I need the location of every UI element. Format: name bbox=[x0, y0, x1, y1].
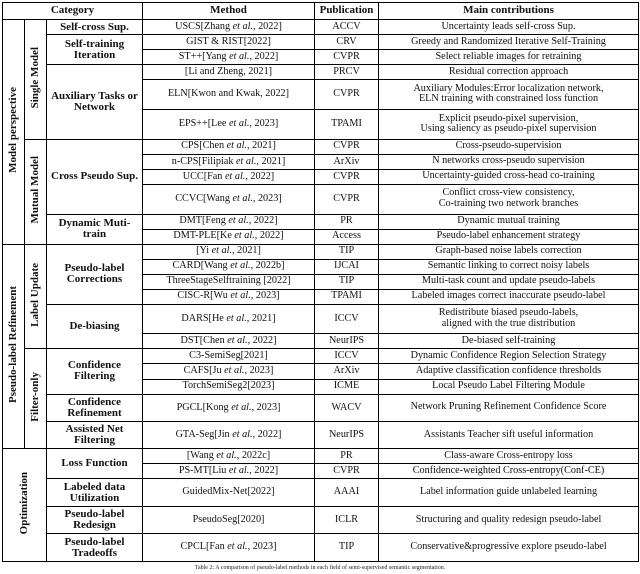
contribution-cell: Greedy and Randomized Iterative Self-Training bbox=[379, 35, 639, 50]
table-body bbox=[3, 20, 639, 562]
contribution-cell: N networks cross-pseudo supervision bbox=[379, 154, 639, 169]
table-row bbox=[3, 449, 639, 464]
method-cell: ThreeStageSelftraining [2022] bbox=[143, 274, 315, 289]
group-label-text: Pseudo-label Refinement bbox=[6, 286, 19, 404]
methods-table bbox=[2, 2, 639, 562]
method-cell: ELN[Kwon and Kwak, 2022] bbox=[143, 80, 315, 110]
method-cell: USCS[Zhang et al., 2022] bbox=[143, 20, 315, 35]
publication-cell: CVPR bbox=[315, 139, 379, 154]
method-cell: GIST & RIST[2022] bbox=[143, 35, 315, 50]
contribution-cell: Dynamic Confidence Region Selection Strategy bbox=[379, 349, 639, 364]
table-row bbox=[3, 214, 639, 229]
method-cell: CPCL[Fan et al., 2023] bbox=[143, 534, 315, 562]
method-cell: [Yi et al., 2021] bbox=[143, 244, 315, 259]
method-cell: [Li and Zheng, 2021] bbox=[143, 65, 315, 80]
publication-cell: ACCV bbox=[315, 20, 379, 35]
method-cell: CCVC[Wang et al., 2023] bbox=[143, 184, 315, 214]
contribution-cell: Pseudo-label enhancement strategy bbox=[379, 229, 639, 244]
contribution-cell: Labeled images correct inaccurate pseudo-label bbox=[379, 289, 639, 304]
category-label: Self-cross Sup. bbox=[47, 20, 143, 35]
publication-cell: ICME bbox=[315, 379, 379, 394]
category-label: Labeled data Utilization bbox=[47, 479, 143, 506]
table-row bbox=[3, 20, 639, 35]
publication-cell: ICLR bbox=[315, 506, 379, 533]
contribution-cell: Conservative&progressive explore pseudo-label bbox=[379, 534, 639, 562]
group-label-text: Optimization bbox=[17, 472, 30, 535]
method-cell: GTA-Seg[Jin et al., 2022] bbox=[143, 421, 315, 448]
publication-cell: Access bbox=[315, 229, 379, 244]
publication-cell: PR bbox=[315, 214, 379, 229]
publication-cell: CRV bbox=[315, 35, 379, 50]
method-cell: n-CPS[Filipiak et al., 2021] bbox=[143, 154, 315, 169]
publication-cell: CVPR bbox=[315, 184, 379, 214]
publication-cell: CVPR bbox=[315, 80, 379, 110]
publication-cell: TIP bbox=[315, 534, 379, 562]
table-row bbox=[3, 506, 639, 533]
category-label: Self-training Iteration bbox=[47, 35, 143, 65]
table-row bbox=[3, 304, 639, 334]
contribution-cell: Confidence-weighted Cross-entropy(Conf-CE) bbox=[379, 464, 639, 479]
group-label bbox=[3, 244, 25, 449]
subgroup-label-text: Single Model bbox=[28, 46, 41, 109]
contribution-cell: Uncertainty-guided cross-head co-training bbox=[379, 169, 639, 184]
subgroup-label bbox=[25, 20, 47, 140]
publication-cell: WACV bbox=[315, 394, 379, 421]
method-cell: DMT-PLE[Ke et al., 2022] bbox=[143, 229, 315, 244]
category-label: Pseudo-label Corrections bbox=[47, 244, 143, 304]
publication-cell: CVPR bbox=[315, 464, 379, 479]
publication-cell: TIP bbox=[315, 244, 379, 259]
category-label: Cross Pseudo Sup. bbox=[47, 139, 143, 214]
category-label: Auxiliary Tasks or Network bbox=[47, 65, 143, 140]
method-cell: [Wang et al., 2022c] bbox=[143, 449, 315, 464]
category-label: Pseudo-label Redesign bbox=[47, 506, 143, 533]
method-cell: DST[Chen et al., 2022] bbox=[143, 334, 315, 349]
method-cell: CPS[Chen et al., 2021] bbox=[143, 139, 315, 154]
contribution-cell: Assistants Teacher sift useful information bbox=[379, 421, 639, 448]
contribution-cell: Adaptive classification confidence thresholds bbox=[379, 364, 639, 379]
method-cell: PseudoSeg[2020] bbox=[143, 506, 315, 533]
contribution-cell: Network Pruning Refinement Confidence Score bbox=[379, 394, 639, 421]
contribution-cell: Explicit pseudo-pixel supervision, Using saliency as pseudo-pixel supervision bbox=[379, 109, 639, 139]
method-cell: CISC-R[Wu et al., 2023] bbox=[143, 289, 315, 304]
contribution-cell: Uncertainty leads self-cross Sup. bbox=[379, 20, 639, 35]
table-row bbox=[3, 35, 639, 50]
category-label: Confidence Refinement bbox=[47, 394, 143, 421]
contribution-cell: Dynamic mutual training bbox=[379, 214, 639, 229]
method-cell: PGCL[Kong et al., 2023] bbox=[143, 394, 315, 421]
group-label bbox=[3, 20, 25, 245]
method-cell: UCC[Fan et al., 2022] bbox=[143, 169, 315, 184]
publication-cell: TPAMI bbox=[315, 289, 379, 304]
table-row bbox=[3, 139, 639, 154]
contribution-cell: Residual correction approach bbox=[379, 65, 639, 80]
category-label: Confidence Filtering bbox=[47, 349, 143, 394]
method-cell: TorchSemiSeg2[2023] bbox=[143, 379, 315, 394]
category-label: Dynamic Muti-train bbox=[47, 214, 143, 244]
publication-cell: TIP bbox=[315, 274, 379, 289]
group-label bbox=[3, 449, 47, 562]
publication-cell: NeurIPS bbox=[315, 421, 379, 448]
method-cell: EPS++[Lee et al., 2023] bbox=[143, 109, 315, 139]
table-caption: Table 2: A comparison of pseudo-label methods in each field of semi-supervised semantic segmentation. bbox=[194, 565, 446, 571]
publication-cell: AAAI bbox=[315, 479, 379, 506]
header-category: Category bbox=[3, 3, 143, 20]
publication-cell: ICCV bbox=[315, 349, 379, 364]
method-cell: CARD[Wang et al., 2022b] bbox=[143, 259, 315, 274]
contribution-cell: Graph-based noise labels correction bbox=[379, 244, 639, 259]
contribution-cell: Multi-task count and update pseudo-labels bbox=[379, 274, 639, 289]
contribution-cell: De-biased self-training bbox=[379, 334, 639, 349]
table-row bbox=[3, 65, 639, 80]
contribution-cell: Label information guide unlabeled learning bbox=[379, 479, 639, 506]
table-row bbox=[3, 534, 639, 562]
contribution-cell: Local Pseudo Label Filtering Module bbox=[379, 379, 639, 394]
header-method: Method bbox=[143, 3, 315, 20]
method-cell: PS-MT[Liu et al., 2022] bbox=[143, 464, 315, 479]
category-label: Loss Function bbox=[47, 449, 143, 479]
group-label-text: Model perspective bbox=[6, 87, 19, 173]
subgroup-label-text: Label Update bbox=[28, 262, 41, 327]
category-label: Pseudo-label Tradeoffs bbox=[47, 534, 143, 562]
category-label: De-biasing bbox=[47, 304, 143, 349]
method-cell: CAFS[Ju et al., 2023] bbox=[143, 364, 315, 379]
method-cell: DARS[He et al., 2021] bbox=[143, 304, 315, 334]
contribution-cell: Conflict cross-view consistency, Co-training two network branches bbox=[379, 184, 639, 214]
table-row bbox=[3, 394, 639, 421]
publication-cell: CVPR bbox=[315, 50, 379, 65]
method-cell: C3-SemiSeg[2021] bbox=[143, 349, 315, 364]
header-row bbox=[3, 3, 639, 20]
table-row bbox=[3, 349, 639, 364]
method-cell: ST++[Yang et al., 2022] bbox=[143, 50, 315, 65]
contribution-cell: Class-aware Cross-entropy loss bbox=[379, 449, 639, 464]
table-row bbox=[3, 421, 639, 448]
publication-cell: PR bbox=[315, 449, 379, 464]
header-contributions: Main contributions bbox=[379, 3, 639, 20]
publication-cell: NeurIPS bbox=[315, 334, 379, 349]
contribution-cell: Structuring and quality redesign pseudo-label bbox=[379, 506, 639, 533]
publication-cell: ArXiv bbox=[315, 154, 379, 169]
subgroup-label-text: Filter-only bbox=[28, 372, 41, 423]
subgroup-label bbox=[25, 349, 47, 449]
method-cell: GuidedMix-Net[2022] bbox=[143, 479, 315, 506]
category-label: Assisted Net Filtering bbox=[47, 421, 143, 448]
method-cell: DMT[Feng et al., 2022] bbox=[143, 214, 315, 229]
publication-cell: TPAMI bbox=[315, 109, 379, 139]
header-publication: Publication bbox=[315, 3, 379, 20]
subgroup-label bbox=[25, 139, 47, 244]
publication-cell: IJCAI bbox=[315, 259, 379, 274]
table-row bbox=[3, 244, 639, 259]
contribution-cell: Select reliable images for retraining bbox=[379, 50, 639, 65]
publication-cell: ArXiv bbox=[315, 364, 379, 379]
contribution-cell: Auxiliary Modules:Error localization network, ELN training with constrained loss function bbox=[379, 80, 639, 110]
subgroup-label-text: Mutual Model bbox=[28, 156, 41, 224]
publication-cell: ICCV bbox=[315, 304, 379, 334]
contribution-cell: Cross-pseudo-supervision bbox=[379, 139, 639, 154]
contribution-cell: Redistribute biased pseudo-labels, aligned with the true distribution bbox=[379, 304, 639, 334]
contribution-cell: Semantic linking to correct noisy labels bbox=[379, 259, 639, 274]
table-row bbox=[3, 479, 639, 506]
publication-cell: CVPR bbox=[315, 169, 379, 184]
subgroup-label bbox=[25, 244, 47, 349]
publication-cell: PRCV bbox=[315, 65, 379, 80]
